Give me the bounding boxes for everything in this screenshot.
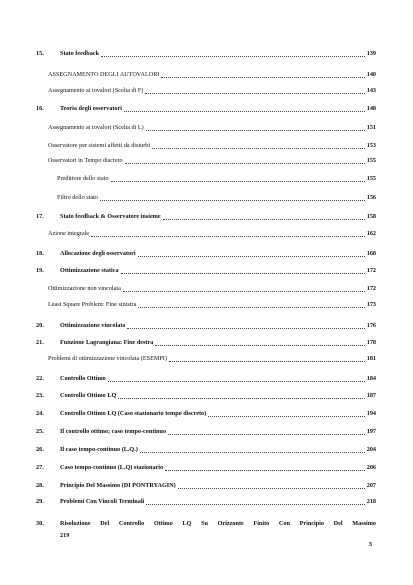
dot-leader xyxy=(163,219,365,220)
toc-entry-title: Teoria degli osservatori xyxy=(60,105,122,112)
toc-entry-page: 178 xyxy=(366,339,376,346)
toc-entry xyxy=(0,192,413,204)
toc-entry-title: Stato feedback xyxy=(60,50,100,57)
toc-entry-number: 25. xyxy=(36,428,44,435)
toc-entry xyxy=(0,337,413,349)
toc-entry xyxy=(0,480,413,492)
toc-entry-number: 20. xyxy=(36,322,44,329)
toc-entry xyxy=(0,496,413,508)
toc-entry-number: 26. xyxy=(36,446,44,453)
toc-entry-row xyxy=(48,228,376,240)
toc-entry xyxy=(0,140,413,152)
dot-leader xyxy=(91,236,365,237)
toc-entry-number: 28. xyxy=(36,482,44,489)
toc-entry-row xyxy=(48,140,376,152)
toc-entry xyxy=(0,299,413,311)
toc-entry-title: Controllo Ottimo LQ xyxy=(60,392,117,399)
toc-entry-title: Ottimizzazione statica xyxy=(60,267,119,274)
toc-entry-row xyxy=(57,192,376,204)
dot-leader xyxy=(146,130,365,131)
toc-entry xyxy=(0,48,413,60)
toc-entry-title: Predittore dello stato xyxy=(57,175,109,182)
toc-entry xyxy=(0,248,413,260)
toc-entry-row xyxy=(48,283,376,295)
toc-entry xyxy=(0,265,413,277)
dot-leader xyxy=(178,488,365,489)
toc-entry-row xyxy=(60,103,376,115)
toc-entry-title: Funzione Lagrangiana: Fine destra xyxy=(60,339,154,346)
toc-entry-row xyxy=(48,155,376,167)
toc-entry-title: Il caso tempo-continuo (L.Q.) xyxy=(60,446,138,453)
toc-entry-page: 140 xyxy=(366,71,376,78)
toc-entry-row xyxy=(60,444,376,456)
dot-leader xyxy=(138,256,365,257)
toc-entry-number: 19. xyxy=(36,267,44,274)
toc-entry-page: 206 xyxy=(366,464,376,471)
toc-entry xyxy=(0,85,413,97)
toc-entry-number: 18. xyxy=(36,250,44,257)
toc-entry-page: 172 xyxy=(366,285,376,292)
toc-entry-row xyxy=(48,69,376,81)
toc-entry-page: 218 xyxy=(366,498,376,505)
toc-entry-number: 23. xyxy=(36,392,44,399)
toc-entry-title: Assegnamento ai tovalori (Scelta di F) xyxy=(48,87,144,94)
toc-entry xyxy=(0,69,413,81)
toc-entry-title: ASSEGNAMENTO DEGLI AUTOVALORI xyxy=(48,71,160,78)
toc-entry-row xyxy=(60,211,376,223)
toc-entry-page: 143 xyxy=(366,87,376,94)
toc-entry-row xyxy=(60,390,376,402)
dot-leader xyxy=(100,200,365,201)
dot-leader xyxy=(140,452,365,453)
dot-leader xyxy=(161,77,364,78)
dot-leader xyxy=(125,163,365,164)
dot-leader xyxy=(101,56,365,57)
toc-entry xyxy=(0,211,413,223)
dot-leader xyxy=(208,416,365,417)
toc-entry-title: Principio Del Massimo (DI PONTRYAGIN) xyxy=(60,482,176,489)
toc-entry-page: 176 xyxy=(366,322,376,329)
toc-entry-row xyxy=(60,265,376,277)
toc-entry-title: Il controllo ottimo; caso tempo-continuo xyxy=(60,428,167,435)
toc-entry-title: Caso tempo-continuo (L.Q) stazionario xyxy=(60,464,164,471)
dot-leader xyxy=(152,148,365,149)
toc-entry-number: 29. xyxy=(36,498,44,505)
toc-entry-number: 22. xyxy=(36,375,44,382)
toc-entry-page: 153 xyxy=(366,142,376,149)
toc-entry-title: Assegnamento ai tovalori (Scelta di L) xyxy=(48,124,144,131)
dot-leader xyxy=(155,345,364,346)
toc-entry-number: 30. xyxy=(36,520,44,527)
toc-entry-page: 151 xyxy=(366,124,376,131)
toc-entry-number: 16. xyxy=(36,105,44,112)
toc-entry xyxy=(0,390,413,402)
toc-entry-page: 173 xyxy=(366,301,376,308)
toc-entry-page: 155 xyxy=(366,157,376,164)
toc-entry xyxy=(0,320,413,332)
dot-leader xyxy=(127,328,364,329)
dot-leader xyxy=(118,398,364,399)
toc-entry-title: Risoluzione Del Controllo Ottimo LQ Su Orizzonte Finito Con Principio Del Massimo xyxy=(60,520,376,527)
dot-leader xyxy=(108,381,365,382)
toc-entry xyxy=(0,155,413,167)
toc-entry-page: 219 xyxy=(60,532,70,539)
toc-entry-page: 181 xyxy=(366,355,376,362)
toc-entry-row xyxy=(60,496,376,508)
toc-entry xyxy=(0,283,413,295)
toc-entry-page: 158 xyxy=(366,213,376,220)
dot-leader xyxy=(138,307,364,308)
toc-entry-title: Osservatori in Tempo discreto xyxy=(48,157,123,164)
dot-leader xyxy=(124,111,365,112)
toc-entry-title: Least Square Problem: Fine sinistra xyxy=(48,301,137,308)
toc-entry-row xyxy=(48,353,376,365)
dot-leader xyxy=(169,361,365,362)
dot-leader xyxy=(121,273,365,274)
toc-entry xyxy=(0,444,413,456)
toc-entry xyxy=(0,462,413,474)
toc-entry xyxy=(0,122,413,134)
toc-entry-title: Filtro dello stato xyxy=(57,194,98,201)
dot-leader xyxy=(111,181,365,182)
toc-entry xyxy=(0,103,413,115)
toc-entry-row xyxy=(60,408,376,420)
dot-leader xyxy=(146,504,364,505)
toc-entry-number: 15. xyxy=(36,50,44,57)
toc-entry-number: 24. xyxy=(36,410,44,417)
dot-leader xyxy=(123,291,365,292)
toc-entry-row xyxy=(60,373,376,385)
toc-entry-page: 207 xyxy=(366,482,376,489)
toc-entry-title: Controllo Ottimo xyxy=(60,375,106,382)
toc-entry-page: 162 xyxy=(366,230,376,237)
toc-entry-page: 204 xyxy=(366,446,376,453)
toc-entry xyxy=(0,173,413,185)
toc-entry-page: 194 xyxy=(366,410,376,417)
toc-entry-page: 155 xyxy=(366,175,376,182)
toc-entry-row xyxy=(60,462,376,474)
toc-entry-title: Problemi Con Vincoli Terminali xyxy=(60,498,145,505)
toc-entry-row xyxy=(60,248,376,260)
dot-leader xyxy=(168,434,365,435)
toc-entry-row xyxy=(60,48,376,60)
toc-entry xyxy=(0,426,413,438)
toc-entry-row xyxy=(48,122,376,134)
dot-leader xyxy=(145,93,364,94)
toc-entry-row xyxy=(48,85,376,97)
toc-entry-number: 21. xyxy=(36,339,44,346)
toc-entry-title: Stato feedback & Osservatore insieme xyxy=(60,213,161,220)
page-number: 3 xyxy=(368,541,372,548)
toc-entry-title: Ottimizzazione vincolata xyxy=(60,322,126,329)
dot-leader xyxy=(165,470,365,471)
toc-entry-page: 148 xyxy=(366,105,376,112)
toc-entry xyxy=(0,353,413,365)
toc-entry-page: 187 xyxy=(366,392,376,399)
toc-entry xyxy=(0,228,413,240)
toc-entry-title: Azione integrale xyxy=(48,230,90,237)
toc-entry-row xyxy=(48,299,376,311)
toc-entry-page: 139 xyxy=(366,50,376,57)
toc-entry-page: 168 xyxy=(366,250,376,257)
toc-entry-title: Osservatore per sistemi affetti da disturbi xyxy=(48,142,151,149)
toc-entry-row xyxy=(60,320,376,332)
toc-entry-row xyxy=(60,426,376,438)
toc-entry-page: 197 xyxy=(366,428,376,435)
toc-entry-page: 184 xyxy=(366,375,376,382)
toc-entry-number: 27. xyxy=(36,464,44,471)
toc-entry-number: 17. xyxy=(36,213,44,220)
toc-entry-page: 156 xyxy=(366,194,376,201)
toc-entry xyxy=(0,408,413,420)
toc-entry-title: Controllo Ottimo LQ (Caso stazionario tempo discreto) xyxy=(60,410,207,417)
toc-entry-page: 172 xyxy=(366,267,376,274)
toc-entry-title: Allocazione degli osservatori xyxy=(60,250,136,257)
toc-entry-row xyxy=(60,480,376,492)
toc-entry-row xyxy=(60,337,376,349)
toc-entry-row xyxy=(57,173,376,185)
toc-entry xyxy=(0,373,413,385)
toc-entry-title: Ottimizzazione non vincolata xyxy=(48,285,121,292)
toc-entry-title: Problemi di ottimizzazione vincolata (ESEMPI) xyxy=(48,355,167,362)
